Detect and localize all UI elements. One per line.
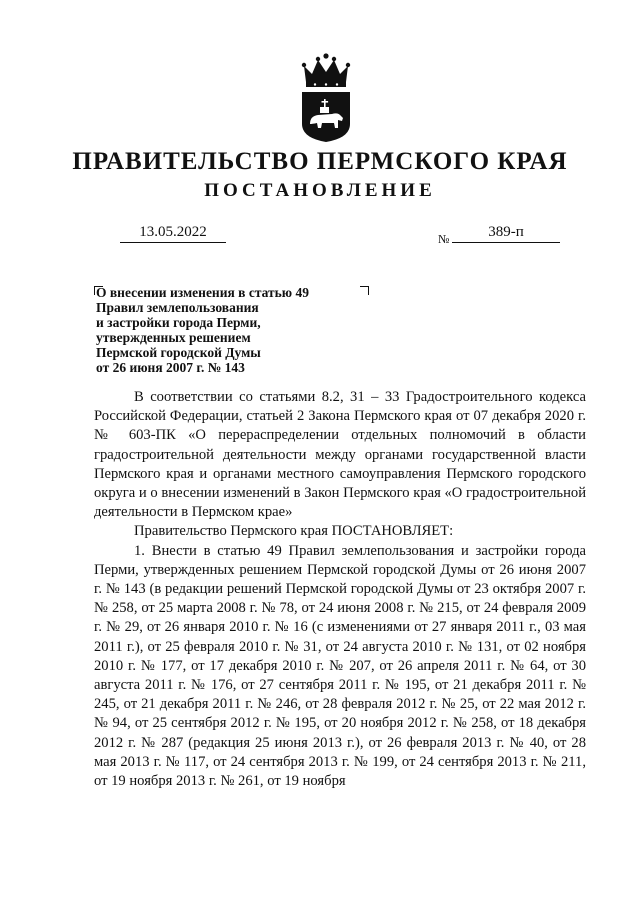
number-label: № xyxy=(438,232,450,246)
subject-line: утвержденных решением xyxy=(96,330,251,345)
document-type: ПОСТАНОВЛЕНИЕ xyxy=(204,180,436,201)
number-field xyxy=(452,222,560,243)
resolution-paragraph: Правительство Пермского края ПОСТАНОВЛЯЕТ: xyxy=(134,523,454,540)
number-underline xyxy=(452,242,560,243)
number-value: 389-п xyxy=(488,224,524,240)
coat-of-arms-icon xyxy=(298,52,354,144)
subject-line: от 26 июня 2007 г. № 143 xyxy=(96,360,245,375)
subject-line: и застройки города Перми, xyxy=(96,315,261,330)
subject-corner-right xyxy=(360,286,369,295)
preamble-paragraph: В соответствии со статьями 8.2, 31 – 33 Градостроительного кодекса Российской Федерации, статьей 2 Закона Пермского края от 07 декабря 2020 г. № 603-ПК «О перераспределении отдельных полномочий в области градостроительной деятельности между органами государственной власти Пермского края и органами местного самоуправления Пермского городского округа и о внесении изменений в Закон Пермского края «О градостроительной деятельности в Пермском крае» xyxy=(94,389,586,521)
date-value: 13.05.2022 xyxy=(139,224,207,240)
document-body xyxy=(94,388,586,791)
subject-heading xyxy=(96,285,356,375)
subject-line: Пермской городской Думы xyxy=(96,345,261,360)
subject-line: Правил землепользования xyxy=(96,300,259,315)
date-field xyxy=(120,222,226,243)
government-title: ПРАВИТЕЛЬСТВО ПЕРМСКОГО КРАЯ xyxy=(72,148,568,175)
subject-line: О внесении изменения в статью 49 xyxy=(96,285,309,300)
date-underline xyxy=(120,242,226,243)
item-1-paragraph: 1. Внести в статью 49 Правил землепользования и застройки города Перми, утвержденных решением Пермской городской Думы от 26 июня 2007 г. № 143 (в редакции решений Пермской городской Думы от 23 октября 2007 г. № 258, от 25 марта 2008 г. № 78, от 24 июня 2008 г. № 215, от 24 февраля 2009 г. № 29, от 26 января 2010 г. № 16 (с изменениями от 27 января 2011 г., 03 мая 2011 г.), от 25 февраля 2010 г. № 31, от 24 августа 2010 г. № 131, от 02 ноября 2010 г. № 177, от 17 декабря 2010 г. № 207, от 26 апреля 2011 г. № 64, от 30 августа 2011 г. № 176, от 27 сентября 2011 г. № 195, от 21 декабря 2011 г. № 245, от 21 декабря 2011 г. № 246, от 28 февраля 2012 г. № 25, от 22 мая 2012 г. № 94, от 25 сентября 2012 г. № 195, от 20 ноября 2012 г. № 258, от 18 декабря 2012 г. № 287 (редакция 25 июня 2013 г.), от 26 февраля 2013 г. № 40, от 28 мая 2013 г. № 117, от 24 сентября 2013 г. № 199, от 24 сентября 2013 г. № 211, от 19 ноября 2013 г. № 261, от 19 ноября xyxy=(94,542,586,790)
